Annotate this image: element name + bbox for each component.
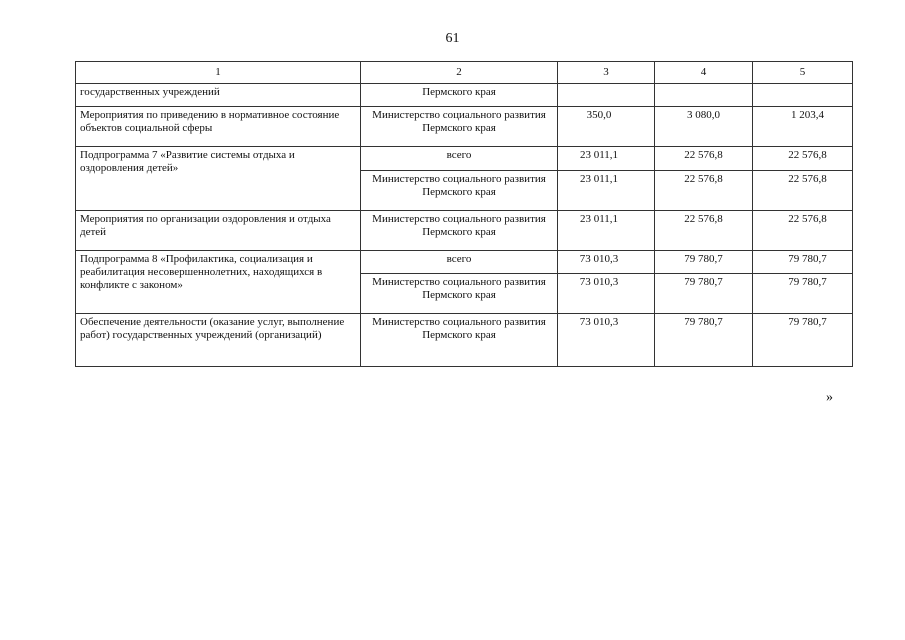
header-col-2: 2 bbox=[361, 62, 558, 84]
row-executor: Пермского края bbox=[361, 84, 558, 107]
row-value-year-3: 79 780,7 bbox=[753, 274, 853, 314]
row-value-year-3 bbox=[753, 84, 853, 107]
header-col-3: 3 bbox=[558, 62, 655, 84]
row-executor: Министерство социального развития Пермского края bbox=[361, 171, 558, 211]
row-value-year-2: 22 576,8 bbox=[655, 171, 753, 211]
header-col-1: 1 bbox=[76, 62, 361, 84]
row-description: Мероприятия по приведению в нормативное состояние объектов социальной сферы bbox=[76, 107, 361, 147]
row-value-year-3: 1 203,4 bbox=[753, 107, 853, 147]
row-value-year-2: 79 780,7 bbox=[655, 314, 753, 367]
row-executor: Министерство социального развития Пермского края bbox=[361, 274, 558, 314]
row-value-year-2: 22 576,8 bbox=[655, 211, 753, 251]
row-value-year-1: 23 011,1 bbox=[558, 171, 655, 211]
row-value-year-3: 22 576,8 bbox=[753, 211, 853, 251]
row-value-year-3: 22 576,8 bbox=[753, 171, 853, 211]
row-executor: всего bbox=[361, 147, 558, 171]
subprogram-8-title: Подпрограмма 8 «Профилактика, социализация и реабилитация несовершеннолетних, находящихся в конфликте с законом» bbox=[76, 251, 361, 314]
row-value-year-3: 22 576,8 bbox=[753, 147, 853, 171]
row-value-year-2: 3 080,0 bbox=[655, 107, 753, 147]
row-value-year-1: 73 010,3 bbox=[558, 274, 655, 314]
row-value-year-2 bbox=[655, 84, 753, 107]
table-row bbox=[76, 211, 853, 251]
row-executor: Министерство социального развития Пермского края bbox=[361, 314, 558, 367]
row-value-year-3: 79 780,7 bbox=[753, 251, 853, 274]
row-value-year-2: 79 780,7 bbox=[655, 274, 753, 314]
header-col-5: 5 bbox=[753, 62, 853, 84]
table-row bbox=[76, 107, 853, 147]
row-executor: Министерство социального развития Пермского края bbox=[361, 107, 558, 147]
row-value-year-1: 73 010,3 bbox=[558, 251, 655, 274]
row-description: государственных учреждений bbox=[76, 84, 361, 107]
row-executor: всего bbox=[361, 251, 558, 274]
subprogram-7-title: Подпрограмма 7 «Развитие системы отдыха и оздоровления детей» bbox=[76, 147, 361, 211]
row-description: Мероприятия по организации оздоровления и отдыха детей bbox=[76, 211, 361, 251]
table-row bbox=[76, 147, 853, 171]
row-value-year-1: 73 010,3 bbox=[558, 314, 655, 367]
row-value-year-2: 22 576,8 bbox=[655, 147, 753, 171]
row-executor: Министерство социального развития Пермского края bbox=[361, 211, 558, 251]
table-row bbox=[76, 314, 853, 367]
row-value-year-3: 79 780,7 bbox=[753, 314, 853, 367]
header-col-4: 4 bbox=[655, 62, 753, 84]
row-description: Обеспечение деятельности (оказание услуг, выполнение работ) государственных учреждений (организаций) bbox=[76, 314, 361, 367]
closing-quote: » bbox=[826, 390, 833, 405]
table-header-row bbox=[76, 62, 853, 84]
row-value-year-1: 23 011,1 bbox=[558, 211, 655, 251]
row-value-year-2: 79 780,7 bbox=[655, 251, 753, 274]
row-value-year-1 bbox=[558, 84, 655, 107]
page-number: 61 bbox=[445, 31, 460, 46]
table-row bbox=[76, 251, 853, 274]
row-value-year-1: 23 011,1 bbox=[558, 147, 655, 171]
row-value-year-1: 350,0 bbox=[558, 107, 655, 147]
budget-table bbox=[75, 61, 853, 367]
table-row bbox=[76, 84, 853, 107]
